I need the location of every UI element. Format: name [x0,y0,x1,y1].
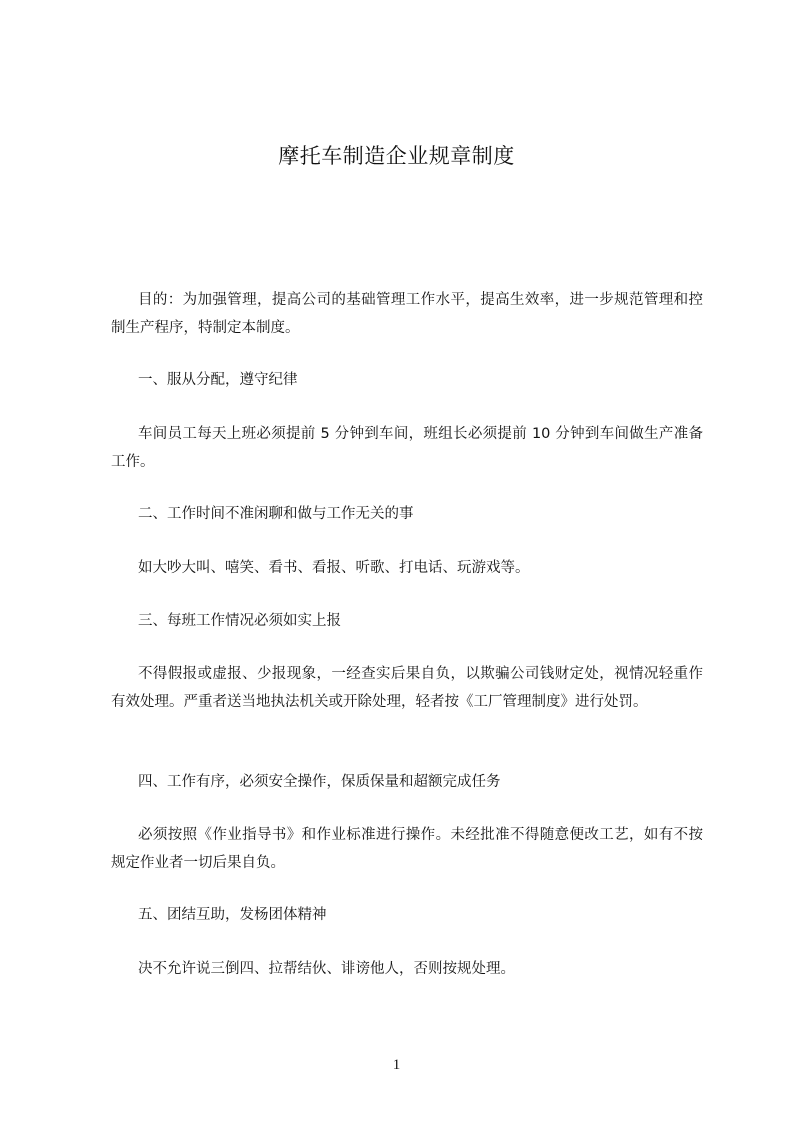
section-heading-4: 四、工作有序，必须安全操作，保质保量和超额完成任务 [138,774,501,790]
section-body-2: 如大吵大叫、嘻笑、看书、看报、听歌、打电话、玩游戏等。 [138,560,530,576]
section-heading-2: 二、工作时间不准闲聊和做与工作无关的事 [138,506,414,522]
purpose-paragraph: 目的：为加强管理，提高公司的基础管理工作水平，提高生效率，进一步规范管理和控制生产程序，特制定本制度。 [111,292,703,336]
section-heading-1: 一、服从分配，遵守纪律 [138,372,298,388]
section-body-3: 不得假报或虚报、少报现象，一经查实后果自负，以欺骗公司钱财定处，视情况轻重作有效处理。严重者送当地执法机关或开除处理，轻者按《工厂管理制度》进行处罚。 [111,666,703,710]
section-body-5: 决不允许说三倒四、拉帮结伙、诽谤他人，否则按规处理。 [138,961,515,977]
section-body-1: 车间员工每天上班必须提前 5 分钟到车间，班组长必须提前 10 分钟到车间做生产准备工作。 [111,426,703,470]
section-body-4: 必须按照《作业指导书》和作业标准进行操作。未经批准不得随意便改工艺，如有不按规定作业者一切后果自负。 [111,827,703,871]
section-heading-5: 五、团结互助，发杨团体精神 [138,907,327,923]
page-number: 1 [392,1057,401,1073]
section-heading-3: 三、每班工作情况必须如实上报 [138,613,341,629]
document-title: 摩托车制造企业规章制度 [278,144,515,168]
